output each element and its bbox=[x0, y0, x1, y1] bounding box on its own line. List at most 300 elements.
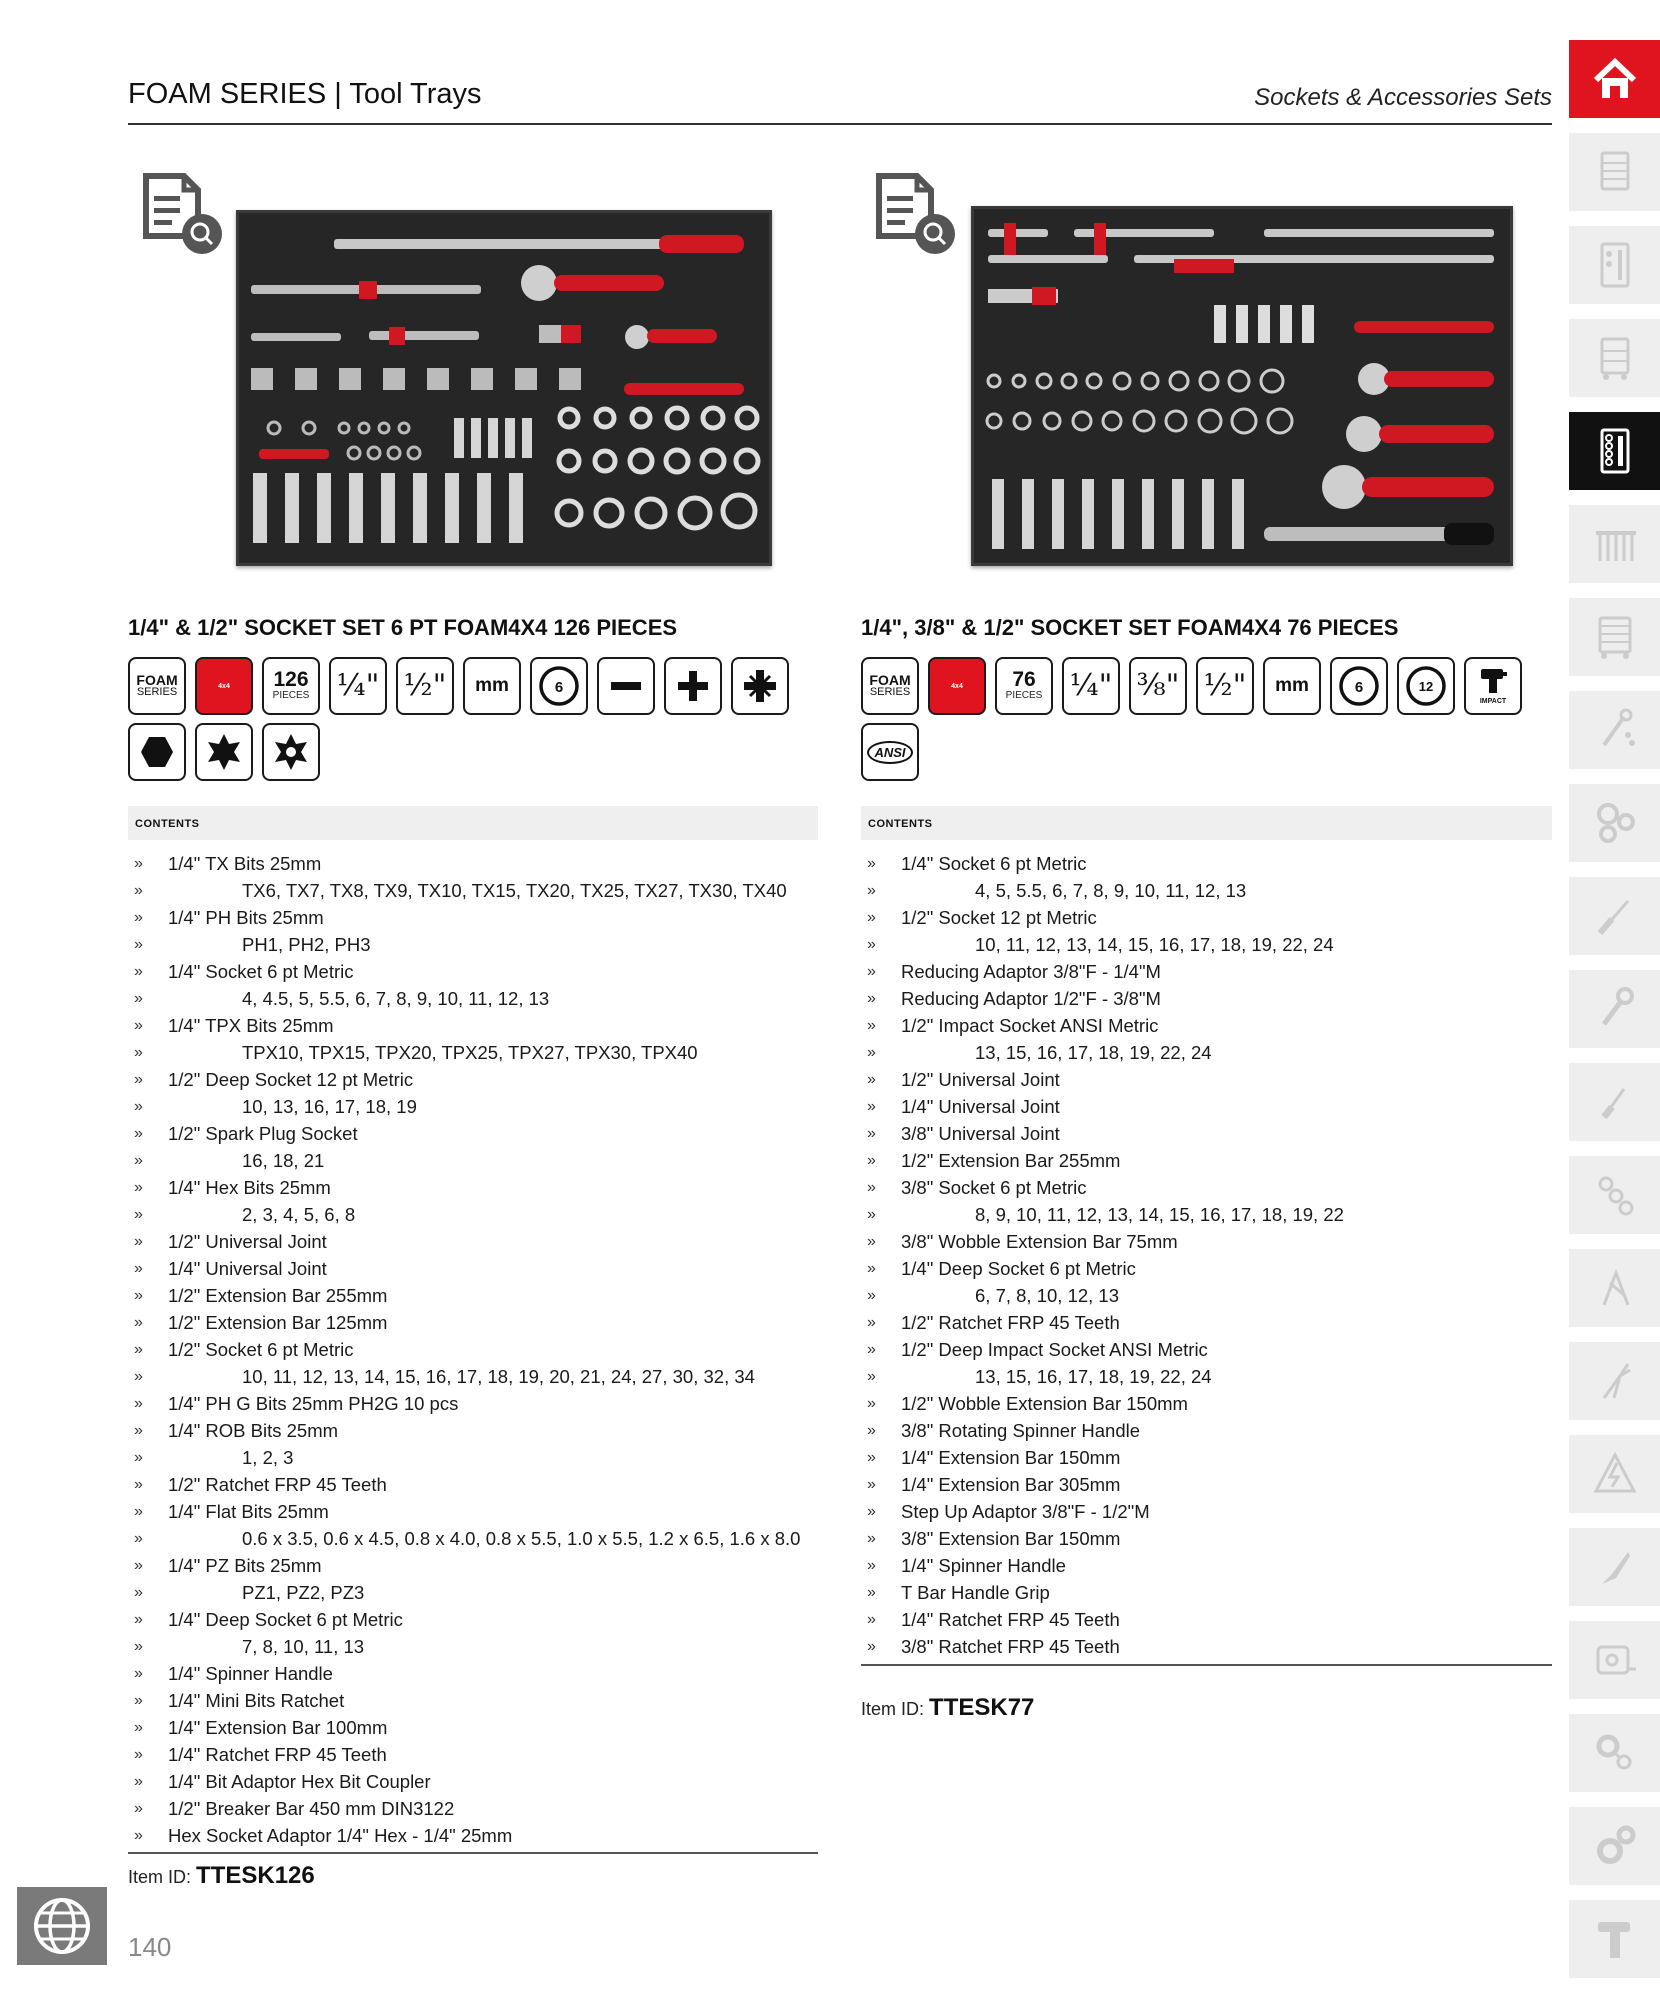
contents-item bbox=[128, 1066, 818, 1093]
contents-sub-item bbox=[861, 931, 1552, 958]
six-point-badge bbox=[530, 657, 588, 715]
contents-header bbox=[128, 806, 818, 840]
bullet-icon: » bbox=[134, 1827, 143, 1844]
contents-item-text: 10, 11, 12, 13, 14, 15, 16, 17, 18, 19, 22, 24 bbox=[975, 934, 1334, 955]
contents-sub-item bbox=[128, 1147, 818, 1174]
drive-half-badge bbox=[396, 657, 454, 715]
bullet-icon: » bbox=[867, 1557, 876, 1574]
socket-tray-icon bbox=[1590, 426, 1640, 476]
point-count: 12 bbox=[1418, 679, 1434, 694]
bullet-icon: » bbox=[134, 1665, 143, 1682]
contents-item-text: 3/8" Extension Bar 150mm bbox=[901, 1528, 1121, 1549]
tray-drawing bbox=[974, 209, 1510, 563]
metric-badge bbox=[463, 657, 521, 715]
contents-item-text: T Bar Handle Grip bbox=[901, 1582, 1050, 1603]
product-title: 1/4" & 1/2" SOCKET SET 6 PT FOAM4X4 126 PIECES bbox=[128, 615, 678, 640]
contents-item bbox=[861, 1471, 1552, 1498]
bullet-icon: » bbox=[867, 1530, 876, 1547]
bullet-icon: » bbox=[134, 936, 143, 953]
contents-item bbox=[861, 850, 1552, 877]
contents-item-text: 1/4" TPX Bits 25mm bbox=[168, 1015, 334, 1036]
contents-sub-item bbox=[128, 1444, 818, 1471]
contents-item bbox=[128, 1174, 818, 1201]
bullet-icon: » bbox=[134, 1206, 143, 1223]
contents-item bbox=[861, 1147, 1552, 1174]
bullet-icon: » bbox=[134, 1719, 143, 1736]
contents-item-text: TX6, TX7, TX8, TX9, TX10, TX15, TX20, TX25, TX27, TX30, TX40 bbox=[242, 880, 787, 901]
contents-divider bbox=[128, 1852, 818, 1854]
bullet-icon: » bbox=[134, 1260, 143, 1277]
bullet-icon: » bbox=[867, 1233, 876, 1250]
contents-item bbox=[128, 850, 818, 877]
contents-item bbox=[861, 1498, 1552, 1525]
contents-item-text: 1/4" Spinner Handle bbox=[168, 1663, 333, 1684]
item-id-value: TTESK77 bbox=[929, 1694, 1035, 1721]
contents-item-text: 1/4" Socket 6 pt Metric bbox=[168, 961, 354, 982]
contents-item-text: 1/4" Mini Bits Ratchet bbox=[168, 1690, 345, 1711]
bullet-icon: » bbox=[134, 1179, 143, 1196]
contents-item bbox=[128, 904, 818, 931]
contents-item-text: 4, 4.5, 5, 5.5, 6, 7, 8, 9, 10, 11, 12, 13 bbox=[242, 988, 550, 1009]
sidebar-tab-pliers-multi[interactable] bbox=[1569, 1249, 1660, 1327]
pieces-label: PIECES bbox=[1005, 690, 1043, 701]
contents-item-text: 2, 3, 4, 5, 6, 8 bbox=[242, 1204, 356, 1225]
contents-item-text: 16, 18, 21 bbox=[242, 1150, 325, 1171]
bullet-icon: » bbox=[867, 1206, 876, 1223]
bullet-icon: » bbox=[867, 882, 876, 899]
tool-cabinet-icon bbox=[1590, 147, 1640, 197]
contents-label: CONTENTS bbox=[135, 818, 200, 830]
sidebar-tab-sockets[interactable] bbox=[1569, 784, 1660, 862]
language-button[interactable] bbox=[17, 1887, 107, 1965]
drive-quarter-badge bbox=[1062, 657, 1120, 715]
contents-item bbox=[861, 1255, 1552, 1282]
contents-item bbox=[128, 1336, 818, 1363]
gears-icon bbox=[1590, 1821, 1640, 1871]
contents-item-text: 1/4" TX Bits 25mm bbox=[168, 853, 322, 874]
contents-item-text: 7, 8, 10, 11, 13 bbox=[242, 1636, 365, 1657]
bullet-icon: » bbox=[867, 1341, 876, 1358]
contents-item-text: 1/2" Socket 12 pt Metric bbox=[901, 907, 1097, 928]
foam4x4-badge bbox=[195, 657, 253, 715]
contents-item-text: 13, 15, 16, 17, 18, 19, 22, 24 bbox=[975, 1042, 1212, 1063]
document-search-icon[interactable] bbox=[138, 170, 226, 258]
contents-item-text: 1/4" ROB Bits 25mm bbox=[168, 1420, 339, 1441]
precision-screwdriver-icon bbox=[1590, 1077, 1640, 1127]
drive-size: ½" bbox=[1203, 668, 1247, 703]
bullet-icon: » bbox=[134, 1341, 143, 1358]
contents-item-text: 8, 9, 10, 11, 12, 13, 14, 15, 16, 17, 18, 19, 22 bbox=[975, 1204, 1344, 1225]
contents-item-text: 1/2" Impact Socket ANSI Metric bbox=[901, 1015, 1159, 1036]
contents-item bbox=[128, 1309, 818, 1336]
contents-item-text: 1/2" Ratchet FRP 45 Teeth bbox=[901, 1312, 1120, 1333]
contents-item-text: 1/2" Breaker Bar 450 mm DIN3122 bbox=[168, 1798, 455, 1819]
bullet-icon: » bbox=[867, 936, 876, 953]
bits-icon bbox=[1590, 1170, 1640, 1220]
bullet-icon: » bbox=[134, 1368, 143, 1385]
sidebar-tab-roller-cabinet[interactable] bbox=[1569, 598, 1660, 676]
bullet-icon: » bbox=[867, 1611, 876, 1628]
flat-bit-badge bbox=[597, 657, 655, 715]
bullet-icon: » bbox=[134, 1449, 143, 1466]
metric-label: mm bbox=[1275, 675, 1309, 696]
bullet-icon: » bbox=[134, 1152, 143, 1169]
contents-item-text: 1/4" Ratchet FRP 45 Teeth bbox=[168, 1744, 387, 1765]
contents-list bbox=[128, 850, 818, 1849]
bullet-icon: » bbox=[134, 990, 143, 1007]
contents-item-text: PZ1, PZ2, PZ3 bbox=[242, 1582, 365, 1603]
foam4x4-label: 4x4 bbox=[218, 682, 230, 690]
sidebar-tab-gears[interactable] bbox=[1569, 1807, 1660, 1885]
contents-sub-item bbox=[861, 1039, 1552, 1066]
sidebar-tab-knife[interactable] bbox=[1569, 1528, 1660, 1606]
bullet-icon: » bbox=[867, 909, 876, 926]
impact-badge bbox=[1464, 657, 1522, 715]
pozidriv-bit-icon bbox=[740, 666, 780, 706]
tray-drawing bbox=[239, 213, 769, 563]
contents-item-text: 1/2" Ratchet FRP 45 Teeth bbox=[168, 1474, 387, 1495]
bullet-icon: » bbox=[867, 1395, 876, 1412]
contents-item-text: 1/4" Extension Bar 100mm bbox=[168, 1717, 388, 1738]
bullet-icon: » bbox=[867, 1476, 876, 1493]
bullet-icon: » bbox=[134, 1098, 143, 1115]
bullet-icon: » bbox=[867, 1125, 876, 1142]
sidebar-tab-tool-tray[interactable] bbox=[1569, 226, 1660, 304]
contents-item-text: 1/2" Wobble Extension Bar 150mm bbox=[901, 1393, 1188, 1414]
bullet-icon: » bbox=[134, 1692, 143, 1709]
contents-sub-item bbox=[128, 1525, 818, 1552]
contents-item-text: 1/4" PH G Bits 25mm PH2G 10 pcs bbox=[168, 1393, 459, 1414]
contents-item bbox=[128, 1282, 818, 1309]
page-title: FOAM SERIES | Tool Trays bbox=[128, 78, 482, 110]
contents-header bbox=[861, 806, 1552, 840]
piece-count-badge bbox=[262, 657, 320, 715]
contents-item-text: 3/8" Universal Joint bbox=[901, 1123, 1060, 1144]
ansi-badge bbox=[861, 723, 919, 781]
contents-item bbox=[128, 1552, 818, 1579]
drive-half-badge bbox=[1196, 657, 1254, 715]
contents-item-text: 1, 2, 3 bbox=[242, 1447, 294, 1468]
contents-item bbox=[128, 1228, 818, 1255]
bullet-icon: » bbox=[134, 1071, 143, 1088]
drive-quarter-badge bbox=[329, 657, 387, 715]
phillips-bit-icon bbox=[673, 666, 713, 706]
contents-item bbox=[861, 1606, 1552, 1633]
contents-item-text: 1/4" Ratchet FRP 45 Teeth bbox=[901, 1609, 1120, 1630]
contents-item bbox=[861, 1417, 1552, 1444]
contents-sub-item bbox=[128, 985, 818, 1012]
drive-size: ⅜" bbox=[1136, 668, 1180, 703]
contents-item bbox=[861, 1336, 1552, 1363]
contents-item-text: 1/2" Deep Socket 12 pt Metric bbox=[168, 1069, 414, 1090]
contents-item-text: 1/4" PZ Bits 25mm bbox=[168, 1555, 322, 1576]
sidebar-tab-electrical-warning[interactable] bbox=[1569, 1435, 1660, 1513]
bullet-icon: » bbox=[867, 1017, 876, 1034]
bullet-icon: » bbox=[134, 1314, 143, 1331]
item-id bbox=[861, 1694, 1034, 1722]
contents-item-text: 1/4" Universal Joint bbox=[168, 1258, 327, 1279]
contents-item-text: Reducing Adaptor 1/2"F - 3/8"M bbox=[901, 988, 1161, 1009]
bullet-icon: » bbox=[867, 1260, 876, 1277]
contents-sub-item bbox=[861, 1363, 1552, 1390]
bullet-icon: » bbox=[134, 1125, 143, 1142]
contents-item bbox=[861, 1444, 1552, 1471]
contents-item-text: TPX10, TPX15, TPX20, TPX25, TPX27, TPX30, TPX40 bbox=[242, 1042, 698, 1063]
contents-item bbox=[861, 958, 1552, 985]
foam4x4-label: 4x4 bbox=[951, 682, 963, 690]
contents-item bbox=[128, 1660, 818, 1687]
contents-item bbox=[861, 1390, 1552, 1417]
contents-item-text: 1/4" Extension Bar 305mm bbox=[901, 1474, 1121, 1495]
sidebar-tab-gears-chain[interactable] bbox=[1569, 1714, 1660, 1792]
header-divider bbox=[128, 123, 1552, 125]
bullet-icon: » bbox=[134, 1611, 143, 1628]
screwdriver-icon bbox=[1590, 891, 1640, 941]
contents-item bbox=[861, 1066, 1552, 1093]
bullet-icon: » bbox=[134, 1638, 143, 1655]
contents-item bbox=[128, 1714, 818, 1741]
contents-sub-item bbox=[861, 1282, 1552, 1309]
sidebar-tab-screwdriver[interactable] bbox=[1569, 877, 1660, 955]
contents-item-text: 3/8" Socket 6 pt Metric bbox=[901, 1177, 1087, 1198]
home-icon bbox=[1590, 54, 1640, 104]
contents-item bbox=[128, 1471, 818, 1498]
wrench-set-icon bbox=[1590, 519, 1640, 569]
contents-item bbox=[128, 1498, 818, 1525]
bullet-icon: » bbox=[134, 1395, 143, 1412]
contents-item-text: 1/4" Spinner Handle bbox=[901, 1555, 1066, 1576]
contents-item bbox=[128, 1687, 818, 1714]
bullet-icon: » bbox=[867, 1368, 876, 1385]
bullet-icon: » bbox=[867, 1152, 876, 1169]
contents-item-text: Hex Socket Adaptor 1/4" Hex - 1/4" 25mm bbox=[168, 1825, 513, 1846]
sidebar-tab-home[interactable] bbox=[1569, 40, 1660, 118]
sidebar-tab-ratchet[interactable] bbox=[1569, 691, 1660, 769]
bullet-icon: » bbox=[867, 990, 876, 1007]
globe-icon bbox=[31, 1895, 93, 1957]
contents-sub-item bbox=[128, 1201, 818, 1228]
sidebar-tab-socket-tray[interactable] bbox=[1569, 412, 1660, 490]
item-id bbox=[128, 1862, 315, 1890]
bullet-icon: » bbox=[867, 1422, 876, 1439]
contents-item-text: 10, 11, 12, 13, 14, 15, 16, 17, 18, 19, 20, 21, 24, 27, 30, 32, 34 bbox=[242, 1366, 755, 1387]
bullet-icon: » bbox=[134, 1503, 143, 1520]
contents-sub-item bbox=[128, 1093, 818, 1120]
contents-item bbox=[861, 1309, 1552, 1336]
gears-chain-icon bbox=[1590, 1728, 1640, 1778]
point-count: 6 bbox=[554, 679, 564, 696]
bullet-icon: » bbox=[867, 1449, 876, 1466]
drive-size: ¼" bbox=[1069, 668, 1113, 703]
contents-item-text: 3/8" Ratchet FRP 45 Teeth bbox=[901, 1636, 1120, 1657]
contents-item bbox=[128, 1795, 818, 1822]
series-label: SERIES bbox=[869, 686, 911, 698]
torx-star-icon bbox=[204, 732, 244, 772]
piece-count-badge bbox=[995, 657, 1053, 715]
contents-item bbox=[861, 1093, 1552, 1120]
contents-item bbox=[128, 1120, 818, 1147]
contents-item bbox=[861, 904, 1552, 931]
sidebar-tab-pliers[interactable] bbox=[1569, 1342, 1660, 1420]
contents-item bbox=[128, 1012, 818, 1039]
bullet-icon: » bbox=[134, 1584, 143, 1601]
contents-item-text: 1/2" Extension Bar 125mm bbox=[168, 1312, 388, 1333]
sidebar-tab-tool-trolley[interactable] bbox=[1569, 319, 1660, 397]
piece-count: 76 bbox=[1012, 668, 1036, 691]
tpx-bit-badge bbox=[262, 723, 320, 781]
power-tool-icon bbox=[1590, 1914, 1640, 1964]
contents-item bbox=[128, 1390, 818, 1417]
contents-item-text: Reducing Adaptor 3/8"F - 1/4"M bbox=[901, 961, 1161, 982]
contents-item bbox=[861, 1552, 1552, 1579]
six-point-badge bbox=[1330, 657, 1388, 715]
phillips-bit-badge bbox=[664, 657, 722, 715]
contents-item-text: 3/8" Rotating Spinner Handle bbox=[901, 1420, 1141, 1441]
bullet-icon: » bbox=[867, 1098, 876, 1115]
product-title: 1/4", 3/8" & 1/2" SOCKET SET FOAM4X4 76 PIECES bbox=[861, 615, 1399, 640]
flat-bit-icon bbox=[606, 666, 646, 706]
contents-item bbox=[128, 1741, 818, 1768]
contents-item bbox=[861, 1012, 1552, 1039]
contents-item bbox=[128, 1768, 818, 1795]
twelve-point-badge bbox=[1397, 657, 1455, 715]
sidebar-tab-bits[interactable] bbox=[1569, 1156, 1660, 1234]
contents-item bbox=[861, 1120, 1552, 1147]
bullet-icon: » bbox=[134, 1233, 143, 1250]
bullet-icon: » bbox=[134, 1287, 143, 1304]
knife-icon bbox=[1590, 1542, 1640, 1592]
contents-item bbox=[861, 1579, 1552, 1606]
document-search-icon[interactable] bbox=[871, 170, 959, 258]
contents-item-text: 1/4" Flat Bits 25mm bbox=[168, 1501, 329, 1522]
tamper-torx-icon bbox=[271, 732, 311, 772]
bullet-icon: » bbox=[134, 882, 143, 899]
electrical-warning-icon bbox=[1590, 1449, 1640, 1499]
roller-cabinet-icon bbox=[1590, 612, 1640, 662]
contents-item-text: 1/4" PH Bits 25mm bbox=[168, 907, 324, 928]
bullet-icon: » bbox=[867, 1179, 876, 1196]
bullet-icon: » bbox=[134, 1422, 143, 1439]
metric-badge bbox=[1263, 657, 1321, 715]
series-label: SERIES bbox=[136, 686, 178, 698]
contents-item-text: 1/2" Deep Impact Socket ANSI Metric bbox=[901, 1339, 1208, 1360]
contents-item-text: 1/4" Hex Bits 25mm bbox=[168, 1177, 331, 1198]
contents-item bbox=[861, 985, 1552, 1012]
contents-item-text: 1/4" Bit Adaptor Hex Bit Coupler bbox=[168, 1771, 431, 1792]
contents-sub-item bbox=[861, 1201, 1552, 1228]
hex-socket-icon bbox=[1337, 664, 1381, 708]
contents-sub-item bbox=[861, 877, 1552, 904]
product-image-tray[interactable] bbox=[971, 206, 1513, 566]
contents-divider bbox=[861, 1664, 1552, 1666]
bullet-icon: » bbox=[867, 1638, 876, 1655]
sidebar-tab-precision-screwdriver[interactable] bbox=[1569, 1063, 1660, 1141]
contents-item bbox=[861, 1228, 1552, 1255]
contents-sub-item bbox=[128, 1363, 818, 1390]
sidebar-tab-tape-measure[interactable] bbox=[1569, 1621, 1660, 1699]
item-id-label: Item ID: bbox=[861, 1699, 925, 1719]
product-image-tray[interactable] bbox=[236, 210, 772, 566]
foam-series-badge bbox=[128, 657, 186, 715]
contents-item-text: 1/2" Universal Joint bbox=[168, 1231, 327, 1252]
pozidriv-bit-badge bbox=[731, 657, 789, 715]
contents-item-text: 1/4" Universal Joint bbox=[901, 1096, 1060, 1117]
contents-item-text: 1/2" Socket 6 pt Metric bbox=[168, 1339, 354, 1360]
contents-item-text: 1/4" Deep Socket 6 pt Metric bbox=[901, 1258, 1136, 1279]
bullet-icon: » bbox=[134, 909, 143, 926]
bullet-icon: » bbox=[134, 1044, 143, 1061]
tool-tray-icon bbox=[1590, 240, 1640, 290]
torx-bit-badge bbox=[195, 723, 253, 781]
sidebar-tab-tool-cabinet[interactable] bbox=[1569, 133, 1660, 211]
point-count: 6 bbox=[1354, 679, 1364, 696]
contents-item bbox=[128, 1822, 818, 1849]
bullet-icon: » bbox=[867, 1584, 876, 1601]
spanner-icon bbox=[1590, 984, 1640, 1034]
bullet-icon: » bbox=[134, 1476, 143, 1493]
hex-socket-icon bbox=[537, 664, 581, 708]
item-id-value: TTESK126 bbox=[196, 1862, 315, 1889]
drive-size: ¼" bbox=[336, 668, 380, 703]
contents-item bbox=[128, 1255, 818, 1282]
bi-hex-socket-icon bbox=[1404, 664, 1448, 708]
bullet-icon: » bbox=[867, 1503, 876, 1520]
hex-bit-badge bbox=[128, 723, 186, 781]
contents-list bbox=[861, 850, 1552, 1660]
contents-sub-item bbox=[128, 1579, 818, 1606]
foam-label: FOAM bbox=[136, 672, 178, 688]
bullet-icon: » bbox=[867, 1044, 876, 1061]
foam-series-badge bbox=[861, 657, 919, 715]
contents-item bbox=[128, 958, 818, 985]
sidebar-tab-spanner[interactable] bbox=[1569, 970, 1660, 1048]
bullet-icon: » bbox=[134, 1800, 143, 1817]
contents-item-text: 6, 7, 8, 10, 12, 13 bbox=[975, 1285, 1119, 1306]
bullet-icon: » bbox=[867, 963, 876, 980]
metric-label: mm bbox=[475, 675, 509, 696]
ratchet-icon bbox=[1590, 705, 1640, 755]
foam4x4-badge bbox=[928, 657, 986, 715]
section-title: Sockets & Accessories Sets bbox=[1254, 84, 1552, 111]
contents-item-text: 1/4" Extension Bar 150mm bbox=[901, 1447, 1121, 1468]
contents-sub-item bbox=[128, 1633, 818, 1660]
contents-item-text: 1/2" Universal Joint bbox=[901, 1069, 1060, 1090]
bullet-icon: » bbox=[867, 1071, 876, 1088]
contents-item-text: 3/8" Wobble Extension Bar 75mm bbox=[901, 1231, 1178, 1252]
bullet-icon: » bbox=[867, 855, 876, 872]
page-number: 140 bbox=[128, 1932, 172, 1962]
contents-item-text: 1/2" Spark Plug Socket bbox=[168, 1123, 358, 1144]
contents-item-text: 4, 5, 5.5, 6, 7, 8, 9, 10, 11, 12, 13 bbox=[975, 880, 1247, 901]
sidebar-tab-power-tool[interactable] bbox=[1569, 1900, 1660, 1978]
contents-item bbox=[128, 1606, 818, 1633]
tape-measure-icon bbox=[1590, 1635, 1640, 1685]
bullet-icon: » bbox=[134, 1557, 143, 1574]
sockets-icon bbox=[1590, 798, 1640, 848]
piece-count: 126 bbox=[273, 668, 309, 691]
contents-item bbox=[861, 1525, 1552, 1552]
contents-item-text: 1/4" Socket 6 pt Metric bbox=[901, 853, 1087, 874]
contents-sub-item bbox=[128, 1039, 818, 1066]
drive-three-eighths-badge bbox=[1129, 657, 1187, 715]
pliers-multi-icon bbox=[1590, 1263, 1640, 1313]
bullet-icon: » bbox=[134, 963, 143, 980]
sidebar-tab-wrench-set[interactable] bbox=[1569, 505, 1660, 583]
pliers-icon bbox=[1590, 1356, 1640, 1406]
tool-trolley-icon bbox=[1590, 333, 1640, 383]
foam-label: FOAM bbox=[869, 672, 911, 688]
hexagon-icon bbox=[137, 732, 177, 772]
